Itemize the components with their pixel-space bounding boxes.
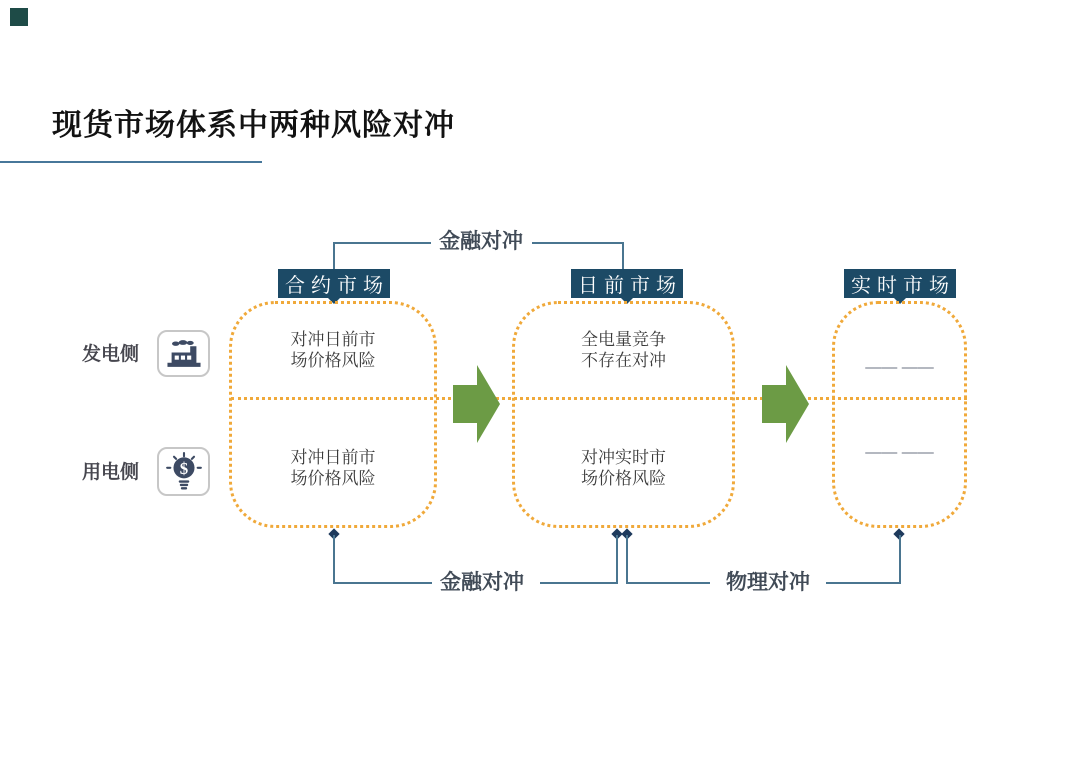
realtime-consumption-placeholder: —— ——	[865, 444, 934, 461]
bottom-bracket1-label: 金融对冲	[440, 571, 524, 594]
top-bracket-label: 金融对冲	[439, 230, 523, 253]
consumption-icon-frame	[157, 447, 210, 496]
bottom-bracket2-line-left	[626, 582, 710, 584]
title-underline	[0, 161, 262, 163]
factory-icon	[165, 338, 203, 369]
top-bracket-line-right	[532, 242, 624, 244]
dayahead-consumption-text: 对冲实时市 场价格风险	[581, 448, 666, 488]
bottom-bracket1-rise-right	[616, 535, 618, 584]
realtime-generation-placeholder: —— ——	[865, 359, 934, 376]
top-bracket-line-left	[333, 242, 431, 244]
top-bracket-drop-left	[333, 242, 335, 270]
generation-side-label: 发电侧	[82, 344, 140, 365]
arrow-right-icon	[762, 365, 809, 443]
market-header-contract	[278, 269, 390, 298]
corner-accent	[10, 8, 28, 26]
dayahead-generation-text: 全电量竞争 不存在对冲	[581, 330, 666, 370]
bottom-bracket2-label: 物理对冲	[726, 571, 810, 594]
market-header-label: 日前市场	[578, 275, 682, 297]
market-header-dayahead	[571, 269, 683, 298]
market-header-label: 实时市场	[851, 275, 955, 297]
dollar-bulb-icon	[165, 452, 203, 492]
bottom-bracket2-line-right	[826, 582, 901, 584]
arrow-right-icon	[453, 365, 500, 443]
bottom-bracket2-rise-right	[899, 535, 901, 584]
page-title: 现货市场体系中两种风险对冲	[52, 109, 455, 142]
realtime-market-box	[832, 301, 967, 528]
svg-text:$: $	[179, 458, 188, 478]
bottom-bracket1-line-right	[540, 582, 618, 584]
bottom-bracket2-rise-left	[626, 535, 628, 584]
consumption-side-label: 用电侧	[82, 462, 140, 483]
market-header-realtime	[844, 269, 956, 298]
top-bracket-drop-right	[622, 242, 624, 270]
bottom-bracket1-line-left	[333, 582, 432, 584]
generation-icon-frame	[157, 330, 210, 377]
contract-consumption-text: 对冲日前市 场价格风险	[290, 448, 376, 488]
market-header-label: 合约市场	[285, 275, 389, 297]
bottom-bracket1-rise-left	[333, 535, 335, 584]
contract-generation-text: 对冲日前市 场价格风险	[290, 330, 376, 370]
